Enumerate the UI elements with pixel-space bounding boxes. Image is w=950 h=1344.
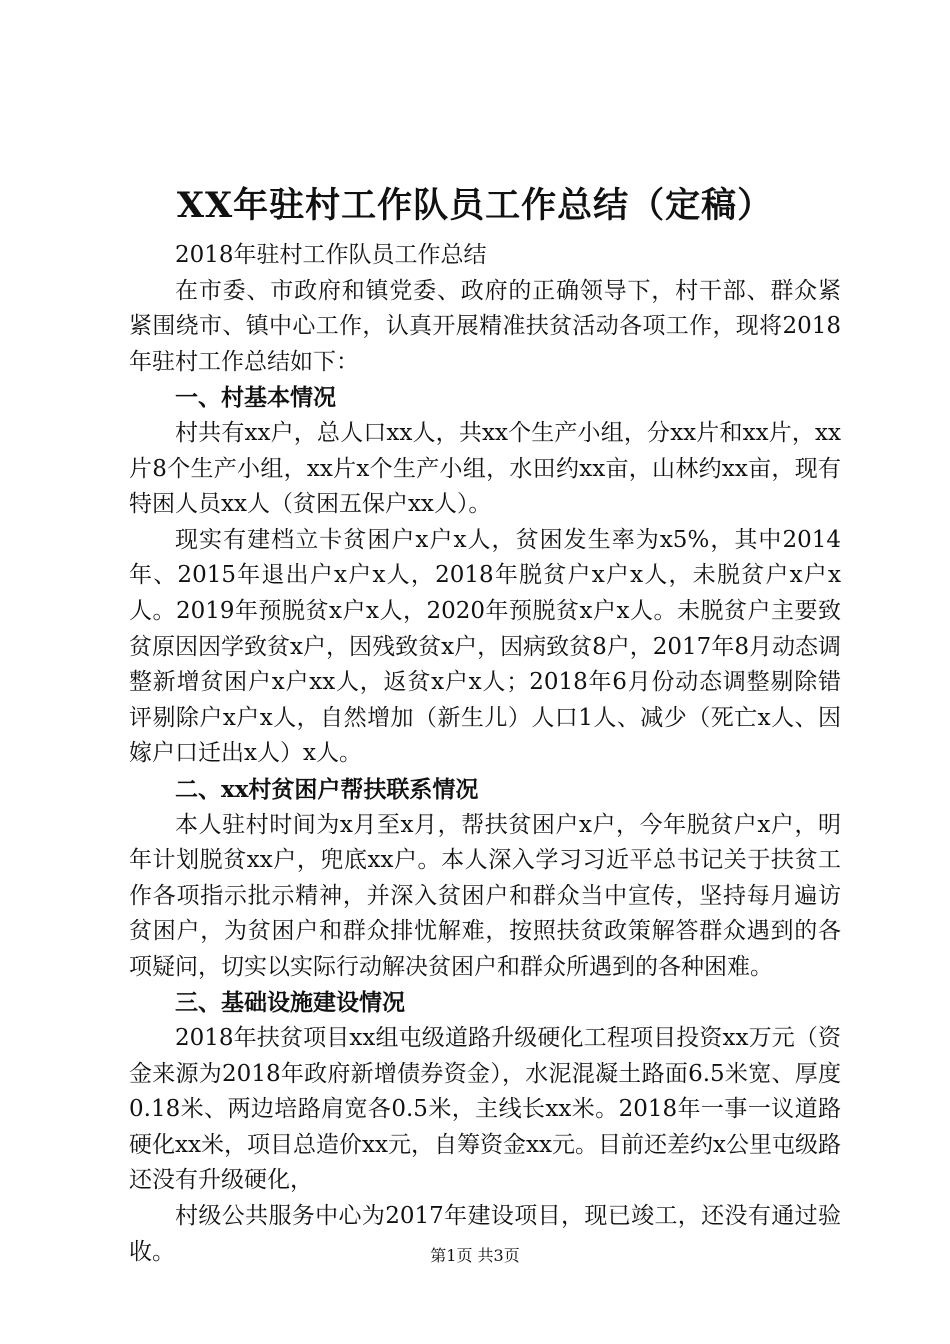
document-title: XX年驻村工作队员工作总结（定稿） bbox=[176, 185, 774, 226]
service-center-paragraph: 村级公共服务中心为2017年建设项目，现已竣工，还没有通过验收。 bbox=[129, 1203, 841, 1265]
section-heading-village-basics: 一、村基本情况 bbox=[175, 384, 336, 412]
section-heading-assistance: 二、xx村贫困户帮扶联系情况 bbox=[175, 775, 479, 803]
section-heading-infrastructure: 三、基础设施建设情况 bbox=[175, 989, 405, 1017]
subtitle-paragraph: 2018年驻村工作队员工作总结 bbox=[175, 242, 487, 268]
page-footer: 第1页 共3页 bbox=[430, 1246, 520, 1265]
document-body bbox=[129, 238, 841, 1270]
intro-paragraph: 在市委、市政府和镇党委、政府的正确领导下，村干部、群众紧紧围绕市、镇中心工作，认真开展精准扶贫活动各项工作，现将2018年驻村工作总结如下： bbox=[129, 277, 841, 375]
infrastructure-paragraph: 2018年扶贫项目xx组屯级道路升级硬化工程项目投资xx万元（资金来源为2018年政府新增债券资金），水泥混凝土路面6.5米宽、厚度0.18米、两边培路肩宽各0.5米，主线长xx米。2018年一事一议道路硬化xx米，项目总造价xx元，自筹资金xx元。目前还差约x公里屯级路还没有升级硬化， bbox=[129, 1025, 841, 1194]
assistance-paragraph: 本人驻村时间为x月至x月，帮扶贫困户x户，今年脱贫户x户，明年计划脱贫xx户，兜底xx户。本人深入学习习近平总书记关于扶贫工作各项指示批示精神，并深入贫困户和群众当中宣传，坚持每月遍访贫困户，为贫困户和群众排忧解难，按照扶贫政策解答群众遇到的各项疑问，切实以实际行动解决贫困户和群众所遇到的各种困难。 bbox=[129, 811, 841, 980]
village-basics-paragraph: 村共有xx户，总人口xx人，共xx个生产小组，分xx片和xx片，xx片8个生产小组，xx片x个生产小组，水田约xx亩，山林约xx亩，现有特困人员xx人（贫困五保户xx人）。 bbox=[129, 419, 841, 518]
poverty-status-paragraph: 现实有建档立卡贫困户x户x人，贫困发生率为x5%，其中2014年、2015年退出户x户x人，2018年脱贫户x户x人，未脱贫户x户x人。2019年预脱贫x户x人，2020年预脱贫x户x人。未脱贫户主要致贫原因因学致贫x户，因残致贫x户，因病致贫8户，2017年8月动态调整新增贫困户x户xx人，返贫x户x人；2018年6月份动态调整剔除错评剔除户x户x人，自然增加（新生儿）人口1人、减少（死亡x人、因嫁户口迁出x人）x人。 bbox=[129, 526, 841, 767]
